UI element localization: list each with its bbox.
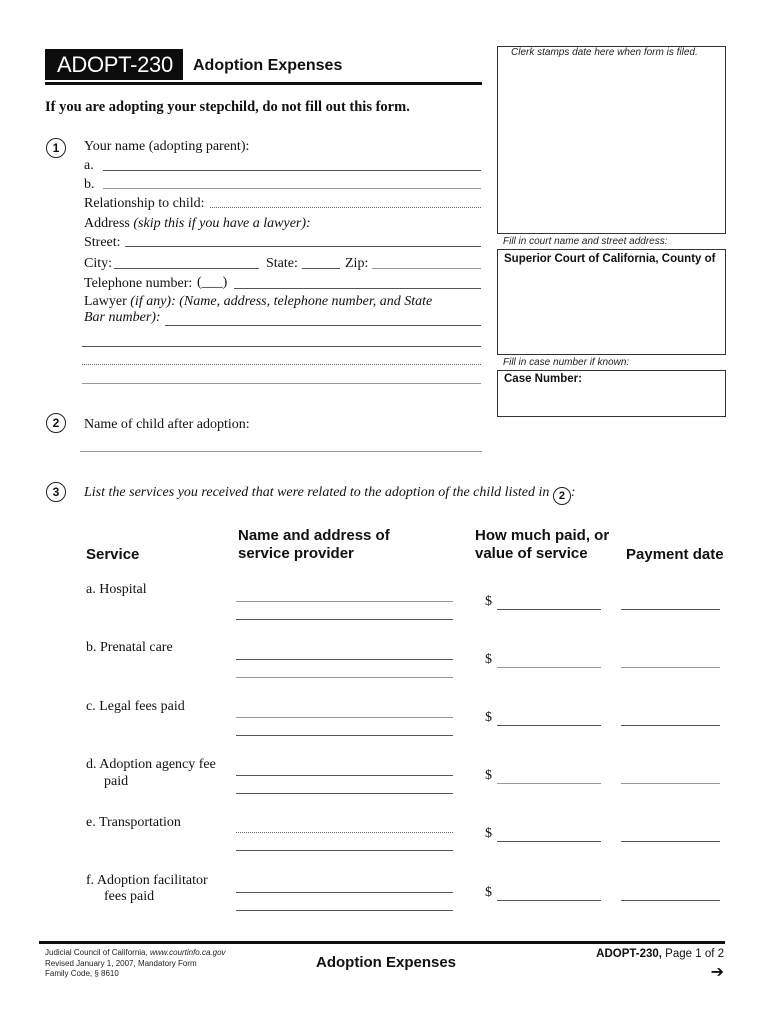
provider-field-prenatal-2[interactable]	[236, 677, 453, 678]
amount-field-agency[interactable]	[497, 783, 601, 784]
service-label-agency-fee: d. Adoption agency fee	[86, 757, 216, 772]
stepchild-warning: If you are adopting your stepchild, do not fill out this form.	[45, 99, 410, 115]
case-instruction: Fill in case number if known:	[503, 357, 630, 368]
column-amount: How much paid, or value of service	[475, 527, 610, 562]
provider-field-legal-1[interactable]	[236, 717, 453, 718]
address-heading	[84, 216, 311, 232]
provider-field-hospital-2[interactable]	[236, 619, 453, 620]
column-service: Service	[86, 546, 140, 563]
form-title: Adoption Expenses	[193, 57, 343, 74]
service-label-agency-fee-2: paid	[104, 774, 129, 789]
service-label-prenatal: b. Prenatal care	[86, 640, 173, 655]
date-field-prenatal[interactable]	[621, 667, 720, 668]
amount-field-prenatal[interactable]	[497, 667, 601, 668]
section-3-number: 3	[46, 482, 66, 502]
service-label-facilitator-2: fees paid	[104, 889, 155, 904]
page-indicator: ADOPT-230, Page 1 of 2	[596, 948, 724, 960]
date-field-hospital[interactable]	[621, 609, 720, 610]
address-label: Address	[84, 216, 130, 231]
dollar-sign: $	[485, 710, 492, 725]
city-label: City:	[84, 256, 113, 271]
amount-field-legal[interactable]	[497, 725, 601, 726]
court-instruction: Fill in court name and street address:	[503, 236, 668, 247]
provider-field-hospital-1[interactable]	[236, 601, 453, 602]
provider-field-transport-1[interactable]	[236, 832, 453, 833]
state-field[interactable]	[302, 268, 340, 269]
provider-field-agency-1[interactable]	[236, 775, 453, 776]
provider-field-facilitator-2[interactable]	[236, 910, 453, 911]
date-field-agency[interactable]	[621, 783, 720, 784]
provider-field-facilitator-1[interactable]	[236, 892, 453, 893]
dollar-sign: $	[485, 652, 492, 667]
column-provider: Name and address of service provider	[238, 527, 390, 562]
dollar-sign: $	[485, 826, 492, 841]
address-note: (skip this if you have a lawyer):	[133, 216, 311, 231]
clerk-stamp-box	[497, 46, 726, 234]
provider-field-transport-2[interactable]	[236, 850, 453, 851]
section-1-title: Your name (adopting parent):	[84, 139, 250, 154]
lawyer-field-3[interactable]	[82, 364, 481, 365]
provider-field-legal-2[interactable]	[236, 735, 453, 736]
clerk-stamp-note: Clerk stamps date here when form is filed.	[511, 47, 698, 58]
service-label-transportation: e. Transportation	[86, 815, 181, 830]
lawyer-note: (if any): (Name, address, telephone number, and State	[130, 294, 433, 309]
section-3-instruction: List the services you received that were related to the adoption of the child listed in 2 :	[84, 485, 576, 505]
dollar-sign: $	[485, 768, 492, 783]
court-name-label: Superior Court of California, County of	[504, 253, 716, 265]
section-1-number: 1	[46, 138, 66, 158]
service-label-hospital: a. Hospital	[86, 582, 147, 597]
amount-field-hospital[interactable]	[497, 609, 601, 610]
lawyer-note-2: Bar number):	[84, 310, 161, 325]
date-field-facilitator[interactable]	[621, 900, 720, 901]
date-field-legal[interactable]	[621, 725, 720, 726]
name-b-field[interactable]	[103, 188, 481, 189]
service-label-legal-fees: c. Legal fees paid	[86, 699, 185, 714]
provider-field-agency-2[interactable]	[236, 793, 453, 794]
column-payment-date: Payment date	[626, 546, 724, 563]
header-rule	[45, 82, 482, 85]
child-name-field[interactable]	[80, 451, 482, 452]
phone-area-code-field[interactable]: (___)	[197, 275, 228, 290]
zip-label: Zip:	[345, 256, 369, 271]
phone-label: Telephone number:	[84, 276, 193, 291]
dollar-sign: $	[485, 594, 492, 609]
section-3-text: List the services you received that were related to the adoption of the child listed in	[84, 485, 550, 500]
provider-field-prenatal-1[interactable]	[236, 659, 453, 660]
lawyer-field-2[interactable]	[82, 346, 481, 347]
lawyer-field-4[interactable]	[82, 383, 481, 384]
phone-field[interactable]	[234, 288, 481, 289]
lawyer-label: Lawyer	[84, 294, 127, 309]
street-label: Street:	[84, 235, 121, 250]
zip-field[interactable]	[372, 268, 481, 269]
footer-info: Judicial Council of California, www.courtinfo.ca.gov Revised January 1, 2007, Mandatory Form Family Code, § 8610	[45, 948, 226, 978]
footer-title: Adoption Expenses	[316, 954, 457, 971]
footer-rule	[39, 941, 725, 944]
city-field[interactable]	[114, 268, 259, 269]
next-page-arrow-icon: ➔	[710, 962, 724, 981]
relationship-field[interactable]	[210, 207, 481, 208]
section-2-number: 2	[46, 413, 66, 433]
name-b-label: b.	[84, 177, 95, 192]
section-2-reference: 2	[553, 487, 571, 505]
state-label: State:	[266, 256, 298, 271]
section-2-title: Name of child after adoption:	[84, 417, 250, 432]
date-field-transport[interactable]	[621, 841, 720, 842]
street-field[interactable]	[125, 246, 481, 247]
lawyer-field-1[interactable]	[165, 325, 481, 326]
dollar-sign: $	[485, 885, 492, 900]
case-number-label: Case Number:	[504, 373, 582, 385]
courtinfo-link[interactable]: www.courtinfo.ca.gov	[149, 948, 226, 957]
name-a-label: a.	[84, 158, 94, 173]
name-a-field[interactable]	[103, 170, 481, 171]
service-label-facilitator: f. Adoption facilitator	[86, 873, 208, 888]
amount-field-transport[interactable]	[497, 841, 601, 842]
form-id-badge: ADOPT-230	[45, 49, 183, 80]
amount-field-facilitator[interactable]	[497, 900, 601, 901]
relationship-label: Relationship to child:	[84, 196, 205, 211]
lawyer-heading	[84, 294, 432, 310]
